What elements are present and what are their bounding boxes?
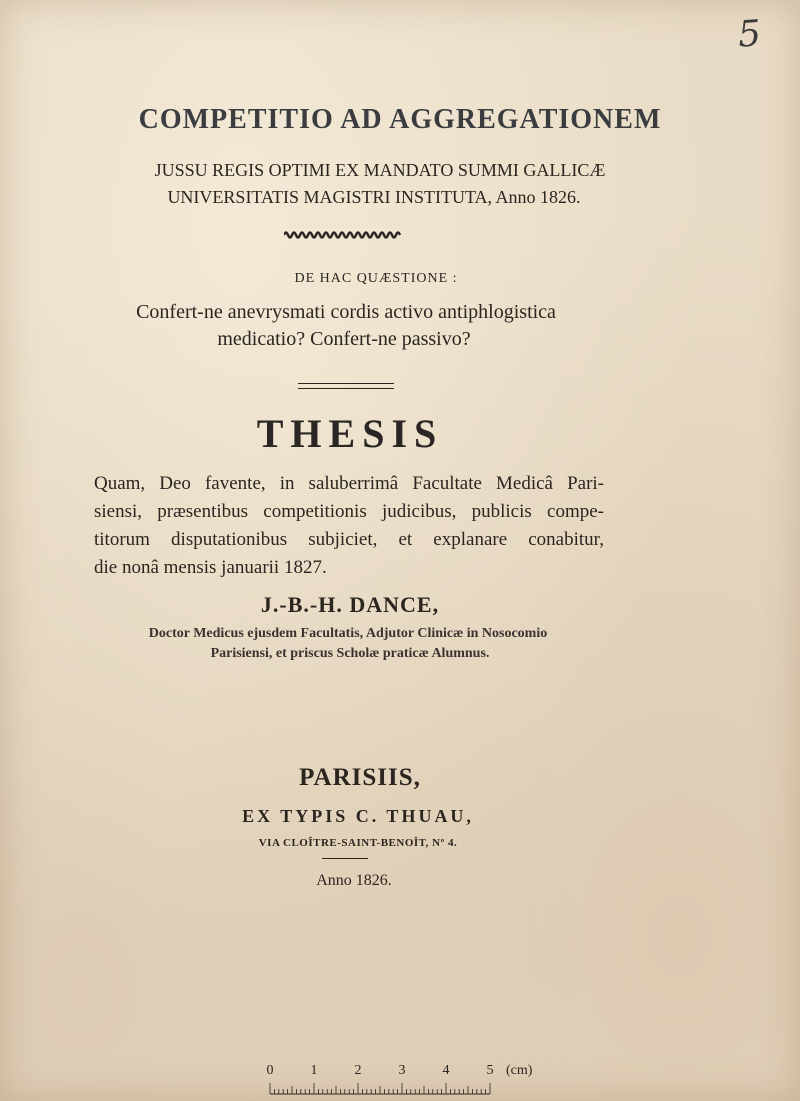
- place-of-publication: PARISIIS,: [299, 764, 421, 791]
- printer-address: VIA CLOÎTRE-SAINT-BENOÎT, Nº 4.: [258, 837, 458, 849]
- question-line-1: Confert-ne anevrysmati cordis activo antiphlogistica: [136, 301, 556, 323]
- question-label: DE HAC QUÆSTIONE :: [294, 271, 458, 286]
- author-description-line-2: Parisiensi, et priscus Scholæ praticæ Alumnus.: [210, 646, 490, 661]
- scale-label: 0: [266, 1063, 274, 1078]
- body-line: Quam, Deo favente, in saluberrimâ Facultate Medicâ Pari-: [94, 473, 604, 494]
- wavy-ornament: [284, 230, 402, 240]
- short-rule-divider: [322, 858, 368, 859]
- printer-name: EX TYPIS C. THUAU,: [242, 806, 474, 826]
- scale-label: 2: [354, 1063, 362, 1078]
- subtitle-line-2: UNIVERSITATIS MAGISTRI INSTITUTA, Anno 1826.: [167, 187, 581, 207]
- body-paragraph: [94, 470, 604, 582]
- thesis-title: THESIS: [256, 411, 444, 456]
- scale-label: 1: [310, 1063, 318, 1078]
- scale-ruler: [266, 1083, 496, 1095]
- double-rule-divider: [298, 383, 394, 389]
- scale-bar: [266, 1063, 538, 1097]
- page-number: 5: [736, 13, 763, 56]
- body-line: titorum disputationibus subjiciet, et explanare conabitur,: [94, 529, 604, 550]
- scale-label: 5: [486, 1063, 494, 1078]
- body-line: die nonâ mensis januarii 1827.: [94, 557, 327, 578]
- scale-unit: (cm): [506, 1063, 533, 1078]
- subtitle-line-1: JUSSU REGIS OPTIMI EX MANDATO SUMMI GALLICÆ: [154, 160, 606, 180]
- question-line-2: medicatio? Confert-ne passivo?: [217, 328, 471, 350]
- author-name: J.-B.-H. DANCE,: [260, 592, 440, 617]
- author-description-line-1: Doctor Medicus ejusdem Facultatis, Adjutor Clinicæ in Nosocomio: [148, 626, 548, 641]
- body-line: siensi, præsentibus competitionis judicibus, publicis compe-: [94, 501, 604, 522]
- publication-year: Anno 1826.: [316, 872, 392, 889]
- scale-label: 3: [398, 1063, 406, 1078]
- scale-label: 4: [442, 1063, 450, 1078]
- main-title: COMPETITIO AD AGGREGATIONEM: [138, 104, 662, 135]
